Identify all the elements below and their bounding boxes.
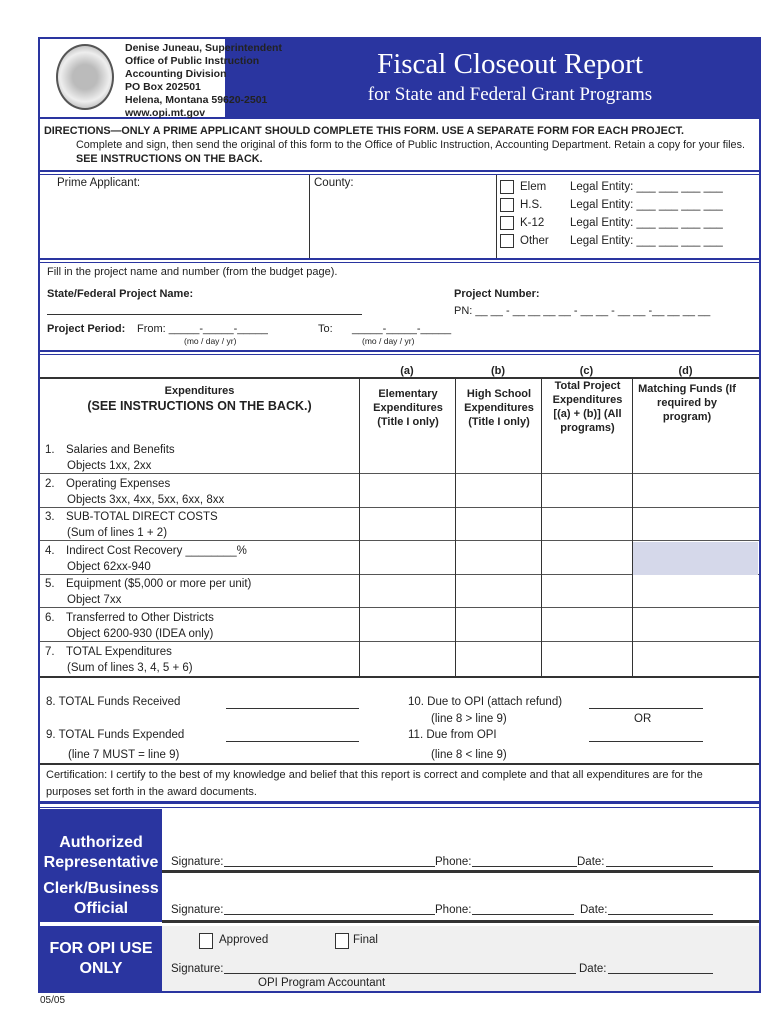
- date-label: Date:: [580, 904, 608, 916]
- project-number-input[interactable]: PN: __ __ - __ __ __ __ - __ __ - __ __ -__ __ __ __: [454, 305, 711, 317]
- cell-a-input[interactable]: [360, 507, 455, 540]
- elem-checkbox[interactable]: [500, 180, 514, 194]
- total-expended-input[interactable]: [226, 730, 359, 742]
- authorized-rep-label: Authorized Representative: [40, 809, 162, 897]
- sig-label: Signature:: [171, 963, 224, 975]
- cell-b-input[interactable]: [456, 541, 541, 574]
- sig-label: Signature:: [171, 904, 224, 916]
- auth-signature-input[interactable]: [224, 855, 435, 867]
- row-label: Indirect Cost Recovery ________%: [66, 544, 247, 557]
- cell-c-input[interactable]: [542, 507, 632, 540]
- opi-date-input[interactable]: [608, 962, 713, 974]
- cell-b-input[interactable]: [456, 474, 541, 507]
- col-divider: [455, 379, 456, 677]
- period-from-input[interactable]: From: _____-_____-_____: [137, 323, 268, 335]
- row-sublabel: Object 62xx-940: [67, 560, 151, 573]
- divider: [40, 676, 759, 678]
- row-label: Salaries and Benefits: [66, 444, 175, 456]
- address-line: Office of Public Instruction: [125, 55, 260, 67]
- row-label: SUB-TOTAL DIRECT COSTS: [66, 511, 218, 524]
- total-expended-note: (line 7 MUST = line 9): [68, 749, 180, 761]
- cell-b-input[interactable]: [456, 642, 541, 675]
- entity-label: Other: [520, 235, 549, 247]
- address-line: Helena, Montana 59620-2501: [125, 94, 268, 106]
- table-row: [40, 440, 759, 474]
- directions-see-back: SEE INSTRUCTIONS ON THE BACK.: [76, 153, 263, 165]
- divider: [309, 175, 310, 258]
- clerk-date-input[interactable]: [608, 903, 713, 915]
- col-header-c: Total Project Expenditures [(a) + (b)] (All programs): [552, 380, 623, 434]
- cell-d-input[interactable]: [633, 642, 758, 675]
- table-row: [40, 474, 759, 508]
- row-sublabel: (Sum of lines 3, 4, 5 + 6): [67, 661, 193, 674]
- due-to-opi-input[interactable]: [589, 697, 703, 709]
- legal-entity-field[interactable]: Legal Entity: ___ ___ ___ ___: [570, 235, 723, 247]
- clerk-label: Clerk/Business Official: [40, 876, 162, 922]
- table-row: [40, 507, 759, 541]
- due-from-opi-label: 11. Due from OPI: [408, 729, 497, 741]
- project-number-label: Project Number:: [454, 288, 540, 300]
- clerk-signature-input[interactable]: [224, 903, 435, 915]
- cell-d-input[interactable]: [633, 574, 758, 607]
- sig-label: Signature:: [171, 856, 224, 868]
- cell-b-input[interactable]: [456, 507, 541, 540]
- opi-use-label: FOR OPI USE ONLY: [40, 926, 162, 991]
- accountant-label: OPI Program Accountant: [258, 977, 386, 989]
- address-line: Accounting Division: [125, 68, 227, 80]
- form-subtitle: for State and Federal Grant Programs: [367, 84, 653, 105]
- divider: [162, 870, 759, 873]
- divider: [40, 763, 759, 765]
- divider: [162, 920, 759, 923]
- cell-c-input[interactable]: [542, 440, 632, 473]
- row-label: Operating Expenses: [66, 477, 171, 490]
- total-received-input[interactable]: [226, 697, 359, 709]
- row-number: 3.: [45, 511, 55, 524]
- directions-text: Complete and sign, then send the original of this form to the Office of Public Instruction, Accounting Department. Retain a copy for your files.: [76, 139, 745, 151]
- period-to-label: To:: [318, 323, 333, 335]
- project-name-label: State/Federal Project Name:: [47, 288, 194, 300]
- col-divider: [632, 379, 633, 677]
- col-header-b: High School Expenditures (Title I only): [464, 388, 534, 428]
- entity-label: H.S.: [520, 199, 543, 211]
- entity-label: Elem: [520, 181, 547, 193]
- row-number: 5.: [45, 578, 55, 591]
- cell-d-input[interactable]: [633, 608, 758, 641]
- due-to-opi-label: 10. Due to OPI (attach refund): [408, 696, 563, 708]
- project-period-label: Project Period:: [47, 323, 126, 335]
- legal-entity-field[interactable]: Legal Entity: ___ ___ ___ ___: [570, 181, 723, 193]
- phone-label: Phone:: [435, 856, 472, 868]
- directions-heading: DIRECTIONS—ONLY A PRIME APPLICANT SHOULD COMPLETE THIS FORM. USE A SEPARATE FORM FOR EACH PROJECT.: [44, 125, 685, 137]
- final-checkbox[interactable]: [335, 933, 349, 949]
- header-text: (SEE INSTRUCTIONS ON THE BACK.): [87, 399, 312, 413]
- auth-phone-input[interactable]: [472, 855, 577, 867]
- shaded-cell: [632, 542, 758, 575]
- state-seal-icon: [56, 44, 114, 110]
- col-letter: (d): [678, 365, 693, 377]
- cell-b-input[interactable]: [456, 574, 541, 607]
- col-divider: [541, 379, 542, 677]
- date-label: Date:: [579, 963, 607, 975]
- row-label: Equipment ($5,000 or more per unit): [66, 578, 252, 591]
- divider: [40, 258, 759, 260]
- agency-address: [125, 42, 282, 120]
- legal-entity-field[interactable]: Legal Entity: ___ ___ ___ ___: [570, 217, 723, 229]
- divider: [40, 170, 759, 172]
- divider: [40, 350, 759, 352]
- final-label: Final: [353, 934, 378, 946]
- col-header-d: Matching Funds (If required by program): [638, 383, 736, 423]
- cell-c-input[interactable]: [542, 474, 632, 507]
- prime-applicant-label: Prime Applicant:: [57, 177, 141, 189]
- cell-a-input[interactable]: [360, 574, 455, 607]
- row-number: 2.: [45, 477, 55, 490]
- row-sublabel: Object 7xx: [67, 594, 122, 607]
- col-letter: (c): [579, 365, 594, 377]
- expenditures-header: [40, 384, 359, 415]
- cell-c-input[interactable]: [542, 574, 632, 607]
- divider: [40, 377, 759, 379]
- address-line: PO Box 202501: [125, 81, 201, 93]
- cell-b-input[interactable]: [456, 440, 541, 473]
- total-expended-label: 9. TOTAL Funds Expended: [46, 729, 185, 741]
- form-title: Fiscal Closeout Report: [377, 48, 643, 80]
- cell-d-input[interactable]: [633, 474, 758, 507]
- row-sublabel: Objects 3xx, 4xx, 5xx, 6xx, 8xx: [67, 493, 225, 506]
- total-received-label: 8. TOTAL Funds Received: [46, 696, 181, 708]
- form-version: 05/05: [40, 995, 66, 1006]
- row-number: 6.: [45, 612, 55, 624]
- row-sublabel: Objects 1xx, 2xx: [67, 460, 152, 472]
- period-to-input[interactable]: _____-_____-_____: [352, 323, 452, 335]
- row-sublabel: Object 6200-930 (IDEA only): [67, 628, 214, 640]
- col-letter: (b): [490, 365, 506, 377]
- divider: [496, 175, 497, 258]
- date-label: Date:: [577, 856, 605, 868]
- col-header-a: Elementary Expenditures (Title I only): [373, 388, 443, 428]
- cell-a-input[interactable]: [360, 440, 455, 473]
- phone-label: Phone:: [435, 904, 472, 916]
- due-from-opi-note: (line 8 < line 9): [431, 749, 507, 761]
- divider: [40, 262, 759, 263]
- address-line: Denise Juneau, Superintendent: [125, 42, 282, 54]
- row-number: 4.: [45, 544, 55, 557]
- col-letter: (a): [400, 365, 414, 377]
- directions: [44, 124, 756, 166]
- cell-c-input[interactable]: [542, 608, 632, 641]
- table-row: [40, 608, 759, 642]
- project-instructions: Fill in the project name and number (from the budget page).: [47, 266, 338, 278]
- due-from-opi-input[interactable]: [589, 730, 703, 742]
- other-checkbox[interactable]: [500, 234, 514, 248]
- divider: [40, 801, 759, 804]
- row-sublabel: (Sum of lines 1 + 2): [67, 527, 168, 540]
- cell-a-input[interactable]: [360, 541, 455, 574]
- or-label: OR: [634, 713, 652, 725]
- table-row: [40, 574, 759, 608]
- table-row: [40, 642, 759, 676]
- date-format-hint: (mo / day / yr): [362, 336, 415, 346]
- row-label: Transferred to Other Districts: [66, 612, 214, 624]
- header-text: Expenditures: [164, 385, 235, 397]
- entity-options: [500, 178, 723, 250]
- cell-a-input[interactable]: [360, 474, 455, 507]
- date-format-hint: (mo / day / yr): [184, 336, 237, 346]
- approved-label: Approved: [219, 934, 269, 946]
- project-name-input[interactable]: [47, 303, 362, 315]
- divider: [40, 174, 759, 175]
- legal-entity-field[interactable]: Legal Entity: ___ ___ ___ ___: [570, 199, 723, 211]
- col-divider: [359, 379, 360, 677]
- k12-checkbox[interactable]: [500, 216, 514, 230]
- hs-checkbox[interactable]: [500, 198, 514, 212]
- opi-signature-input[interactable]: [224, 962, 576, 974]
- entity-label: K-12: [520, 217, 545, 229]
- cell-a-input[interactable]: [360, 642, 455, 675]
- cell-d-input[interactable]: [633, 507, 758, 540]
- approved-checkbox[interactable]: [199, 933, 213, 949]
- row-number: 1.: [45, 444, 55, 456]
- certification-text: Certification: I certify to the best of my knowledge and belief that this report is correct and complete and that all expenditures are for the purposes set forth in the award documents.: [46, 769, 703, 798]
- cell-d-input[interactable]: [633, 440, 758, 473]
- county-label: County:: [314, 177, 354, 189]
- clerk-phone-input[interactable]: [472, 903, 574, 915]
- cell-c-input[interactable]: [542, 642, 632, 675]
- row-label: TOTAL Expenditures: [66, 645, 172, 658]
- address-line: www.opi.mt.gov: [125, 107, 206, 119]
- auth-date-input[interactable]: [606, 855, 713, 867]
- cell-c-input[interactable]: [542, 541, 632, 574]
- cell-b-input[interactable]: [456, 608, 541, 641]
- divider: [40, 807, 759, 808]
- row-number: 7.: [45, 645, 55, 658]
- divider: [40, 354, 759, 355]
- cell-a-input[interactable]: [360, 608, 455, 641]
- due-to-opi-note: (line 8 > line 9): [431, 713, 507, 725]
